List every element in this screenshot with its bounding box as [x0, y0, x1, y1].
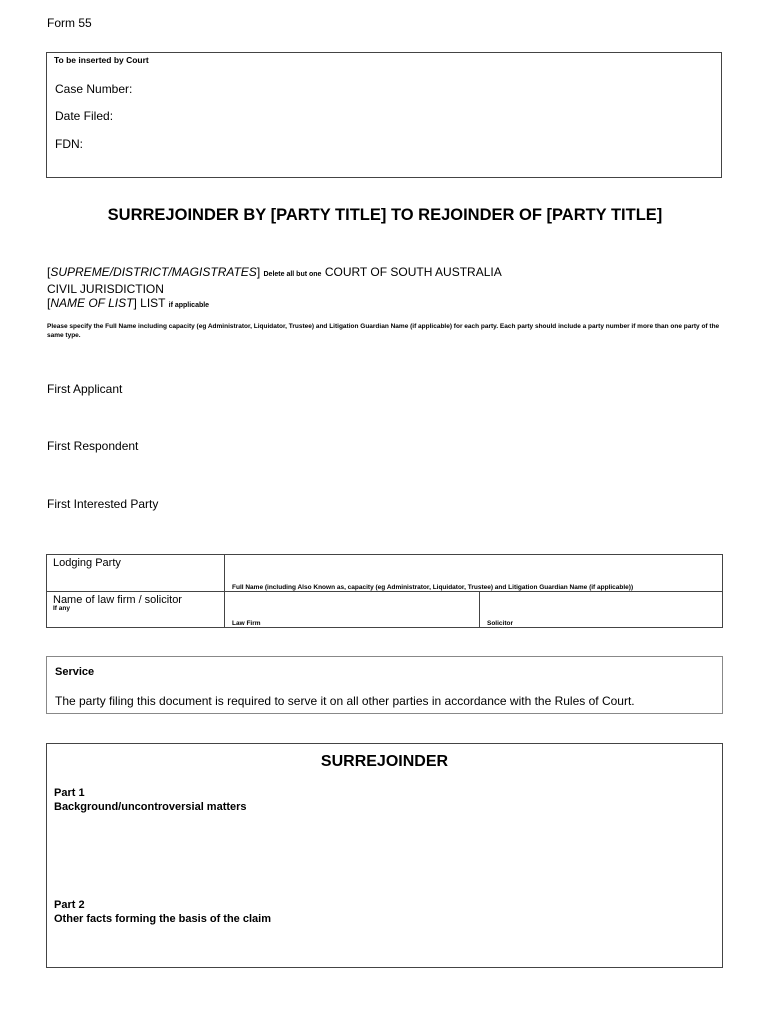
form-number: Form 55: [47, 16, 92, 30]
list-bracket-open: [: [47, 296, 51, 310]
part-2: [54, 898, 271, 926]
service-box: [46, 656, 723, 714]
solicitor-field[interactable]: [480, 592, 723, 628]
court-options: SUPREME/DISTRICT/MAGISTRATES: [50, 265, 257, 279]
list-note: if applicable: [168, 302, 210, 309]
court-use-box: [46, 52, 722, 178]
lodging-party-table: [46, 554, 723, 628]
case-number-label: Case Number:: [55, 82, 133, 96]
law-firm-caption: Law Firm: [232, 620, 261, 627]
party-first-applicant: First Applicant: [47, 382, 123, 396]
party-first-respondent: First Respondent: [47, 439, 139, 453]
jurisdiction: CIVIL JURISDICTION: [47, 282, 164, 296]
date-filed-label: Date Filed:: [55, 109, 114, 123]
lodging-party-field[interactable]: [225, 555, 723, 592]
lodging-party-label: Lodging Party: [47, 555, 225, 592]
court-details: [47, 265, 502, 313]
court-line-1: [47, 265, 502, 282]
law-firm-label-cell: [47, 592, 225, 628]
list-suffix: ] LIST: [133, 296, 166, 310]
part-2-title: Other facts forming the basis of the claim: [54, 913, 271, 925]
document-title: SURREJOINDER BY [PARTY TITLE] TO REJOINDER OF [PARTY TITLE]: [107, 206, 663, 224]
part-2-label: Part 2: [54, 899, 85, 911]
party-first-interested: First Interested Party: [47, 497, 159, 511]
court-use-heading: To be inserted by Court: [54, 55, 149, 65]
part-1-title: Background/uncontroversial matters: [54, 801, 247, 813]
surrejoinder-heading: SURREJOINDER: [320, 753, 449, 770]
if-any-note: If any: [53, 605, 70, 612]
party-note: Please specify the Full Name including capacity (eg Administrator, Liquidator, Trustee) and Litigation Guardian Name (if applicable) for each party. Each party should include a party number if more than one party of the same type.: [47, 323, 720, 339]
list-name: NAME OF LIST: [50, 296, 134, 310]
fdn-label: FDN:: [55, 137, 83, 151]
bracket-close: ]: [256, 265, 261, 279]
part-1-label: Part 1: [54, 787, 85, 799]
service-text: The party filing this document is required to serve it on all other parties in accordance with the Rules of Court.: [55, 694, 635, 708]
court-name: COURT OF SOUTH AUSTRALIA: [324, 265, 502, 279]
court-line-3: [47, 296, 502, 313]
service-heading: Service: [55, 666, 95, 678]
bracket-open: [: [47, 265, 51, 279]
delete-note: Delete all but one: [263, 271, 322, 278]
law-firm-field[interactable]: [225, 592, 480, 628]
law-firm-label: Name of law firm / solicitor: [53, 594, 182, 606]
part-1: [54, 786, 247, 814]
surrejoinder-box: [46, 743, 723, 968]
solicitor-caption: Solicitor: [487, 620, 514, 627]
full-name-caption: Full Name (including Also Known as, capacity (eg Administrator, Liquidator, Trustee) and Litigation Guardian Name (if applicable)): [232, 584, 634, 591]
